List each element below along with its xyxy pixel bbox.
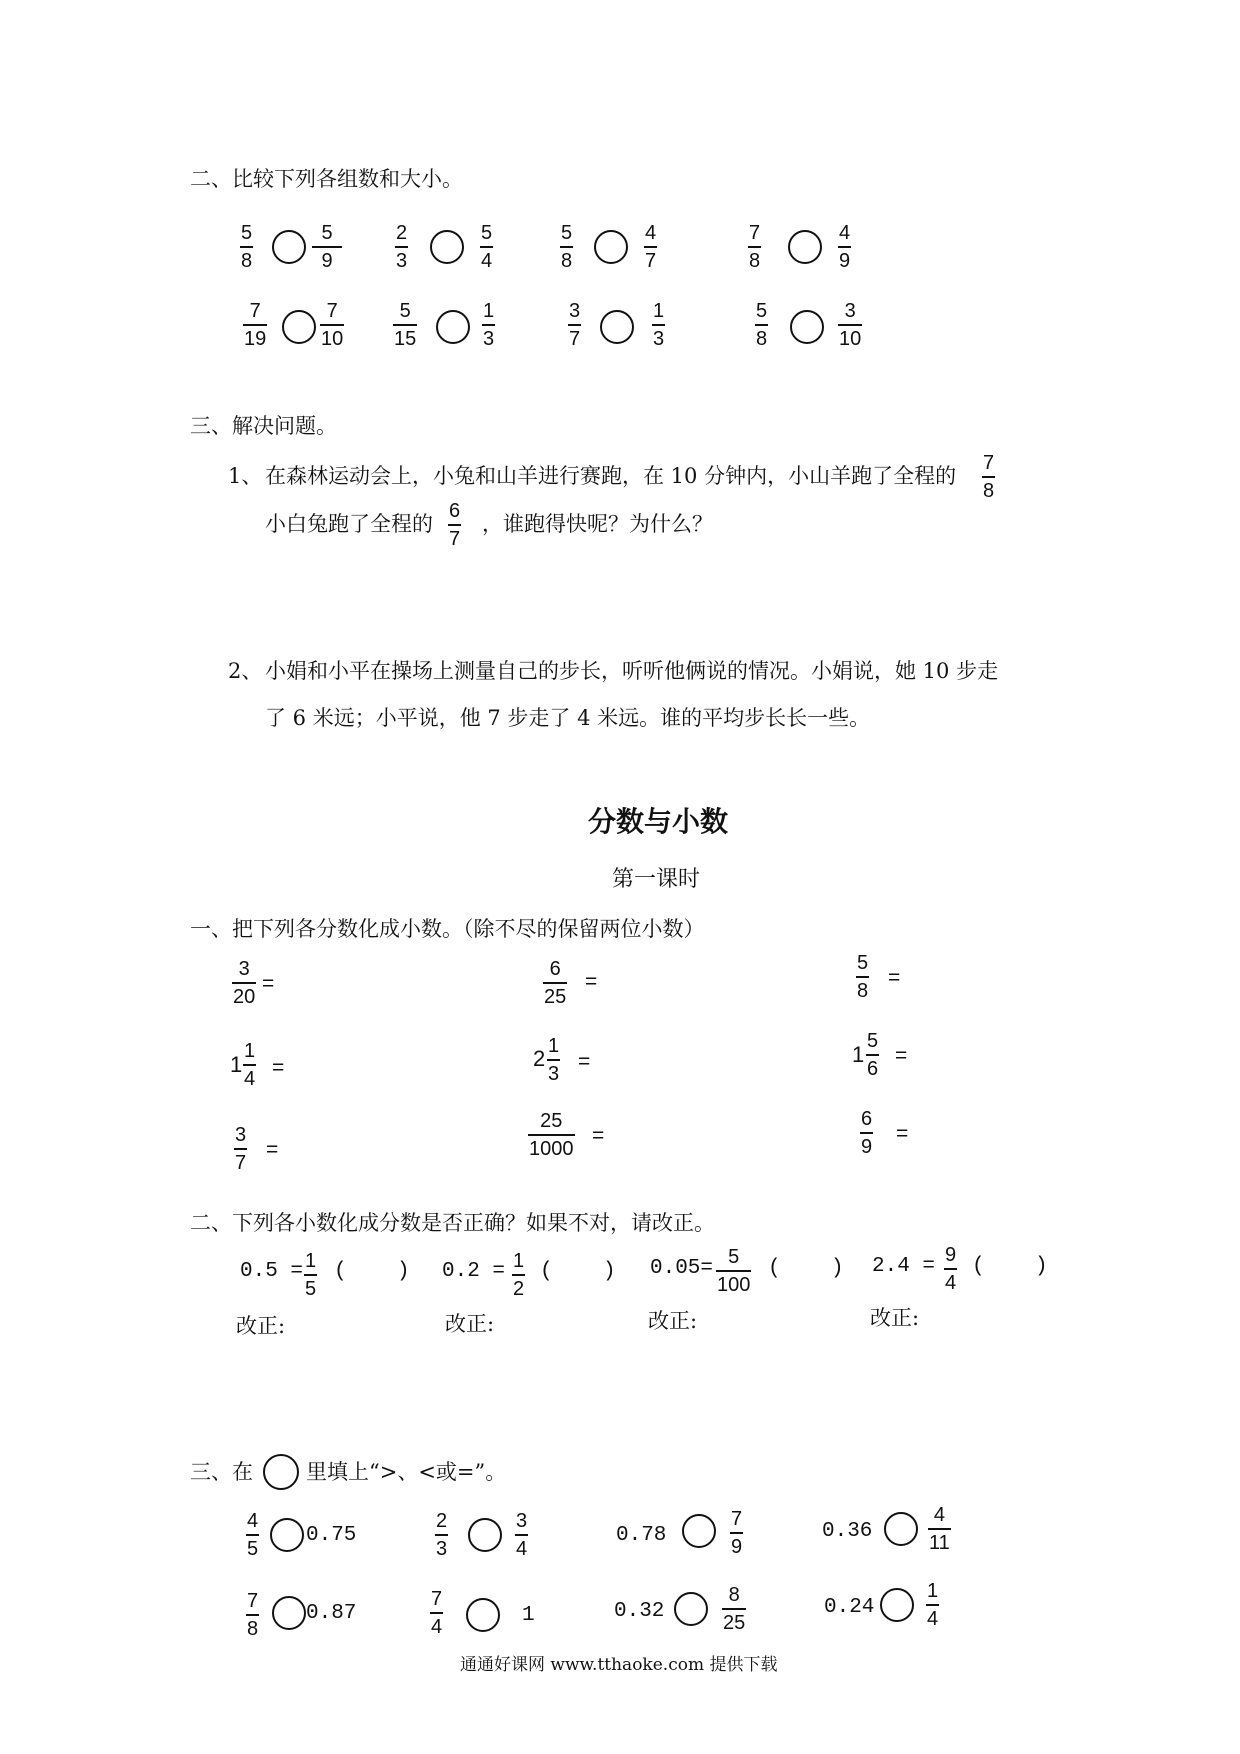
decimal-value: 0.75 [306,1524,357,1547]
equals-sign: = [262,972,275,995]
compare-circle[interactable] [600,310,634,344]
fraction: 3 7 [235,1124,247,1174]
fraction: 4 9 [839,222,851,272]
compare-circle[interactable] [436,310,470,344]
equals-sign: = [888,966,901,989]
fraction: 3 10 [839,300,862,350]
problem-1-question: ，谁跑得快呢？为什么？ [482,512,713,536]
compare-circle[interactable] [594,230,628,264]
fraction: 5 8 [241,222,253,272]
equals-sign: = [895,1044,908,1067]
compare-circle[interactable] [674,1592,708,1626]
mixed-whole: 1 [852,1042,865,1067]
fraction: 5 100 [717,1246,751,1296]
correction-label: 改正: [870,1306,920,1330]
fraction: 5 15 [394,300,417,350]
correction-label: 改正: [648,1309,698,1333]
fraction: 7 10 [321,300,344,350]
problems-heading: 三、解决问题。 [190,414,337,438]
fraction: 6 9 [861,1108,873,1158]
decimal-value: 0.5 = [240,1260,304,1283]
compare-circle[interactable] [788,230,822,264]
compare-circle[interactable] [272,230,306,264]
problem-2-text: 小娟和小平在操场上测量自己的步长，听听他俩说的情况。小娟说，她 10 步走 [265,659,999,683]
equals-sign: = [578,1050,591,1073]
problem-1-text-cont: 小白兔跑了全程的 [265,512,433,536]
fraction: 3 4 [516,1510,528,1560]
decimal-value: 0.32 [614,1600,665,1623]
fraction: 9 4 [945,1244,957,1294]
compare-circle[interactable] [430,230,464,264]
compare-circle[interactable] [466,1598,500,1632]
problem-number: 1、 [228,464,263,488]
answer-parentheses[interactable]: ( ) [334,1260,410,1283]
fraction: 5 8 [756,300,768,350]
decimal-value: 0.05= [650,1257,714,1280]
fraction: 1 3 [548,1035,560,1085]
footer-credit: 通通好课网 www.tthaoke.com 提供下载 [460,1655,778,1675]
convert-heading: 一、把下列各分数化成小数。（除不尽的保留两位小数） [190,917,705,941]
answer-parentheses[interactable]: ( ) [768,1257,844,1280]
fraction: 7 8 [983,452,995,502]
fraction: 1 4 [927,1580,939,1630]
compare-circle[interactable] [282,310,316,344]
fraction: 8 25 [723,1584,746,1634]
equals-sign: = [592,1124,605,1147]
compare-circle[interactable] [884,1512,918,1546]
fraction: 1 2 [513,1250,525,1300]
fraction: 7 19 [244,300,267,350]
check-heading: 二、下列各小数化成分数是否正确？如果不对，请改正。 [190,1211,715,1235]
fraction: 5 9 [312,222,342,272]
fraction: 4 11 [929,1504,950,1554]
compare-heading: 二、比较下列各组数和大小。 [190,167,463,191]
fraction: 3 20 [233,958,256,1008]
decimal-value: 0.24 [824,1596,875,1619]
equals-sign: = [266,1138,279,1161]
problem-1-text: 在森林运动会上，小兔和山羊进行赛跑，在 10 分钟内，小山羊跑了全程的 [265,464,957,488]
fraction: 7 8 [247,1590,259,1640]
decimal-value: 0.2 = [442,1260,506,1283]
fraction: 2 3 [436,1510,448,1560]
fraction: 1 4 [244,1040,256,1090]
fraction: 4 7 [645,222,657,272]
answer-parentheses[interactable]: ( ) [972,1255,1048,1278]
fraction: 1 5 [305,1250,317,1300]
mixed-whole: 2 [533,1046,546,1071]
fill-heading-cont: 里填上“>、<或=”。 [306,1460,507,1484]
equals-sign: = [585,970,598,993]
decimal-value: 0.78 [616,1524,667,1547]
compare-circle[interactable] [880,1588,914,1622]
fraction: 2 3 [396,222,408,272]
fraction: 25 1000 [529,1110,574,1160]
decimal-value: 0.36 [822,1520,873,1543]
compare-circle[interactable] [682,1514,716,1548]
fraction: 5 8 [857,952,869,1002]
fraction: 7 9 [731,1508,743,1558]
fraction: 7 4 [431,1588,443,1638]
fraction: 4 5 [247,1510,259,1560]
compare-circle[interactable] [468,1518,502,1552]
decimal-value: 1 [522,1604,535,1627]
fill-heading: 三、在 [190,1460,253,1484]
fraction: 1 3 [483,300,495,350]
problem-number: 2、 [228,659,263,683]
fraction: 7 8 [749,222,761,272]
fraction: 1 3 [653,300,665,350]
compare-circle[interactable] [270,1518,304,1552]
fraction: 6 7 [449,500,461,550]
correction-label: 改正: [445,1312,495,1336]
compare-circle[interactable] [790,310,824,344]
fraction: 5 6 [867,1030,879,1080]
answer-parentheses[interactable]: ( ) [540,1260,616,1283]
fraction: 6 25 [544,958,567,1008]
equals-sign: = [272,1056,285,1079]
circle-icon [263,1454,299,1490]
decimal-value: 2.4 = [872,1255,936,1278]
equals-sign: = [896,1122,909,1145]
mixed-whole: 1 [230,1052,243,1077]
correction-label: 改正: [236,1314,286,1338]
fraction: 5 4 [481,222,493,272]
decimal-value: 0.87 [306,1602,357,1625]
lesson-subtitle: 第一课时 [612,867,701,892]
lesson-title: 分数与小数 [588,805,729,838]
fraction: 5 8 [561,222,573,272]
problem-2-text-cont: 了 6 米远；小平说，他 7 步走了 4 米远。谁的平均步长长一些。 [265,706,871,730]
compare-circle[interactable] [272,1596,306,1630]
fraction: 3 7 [569,300,581,350]
